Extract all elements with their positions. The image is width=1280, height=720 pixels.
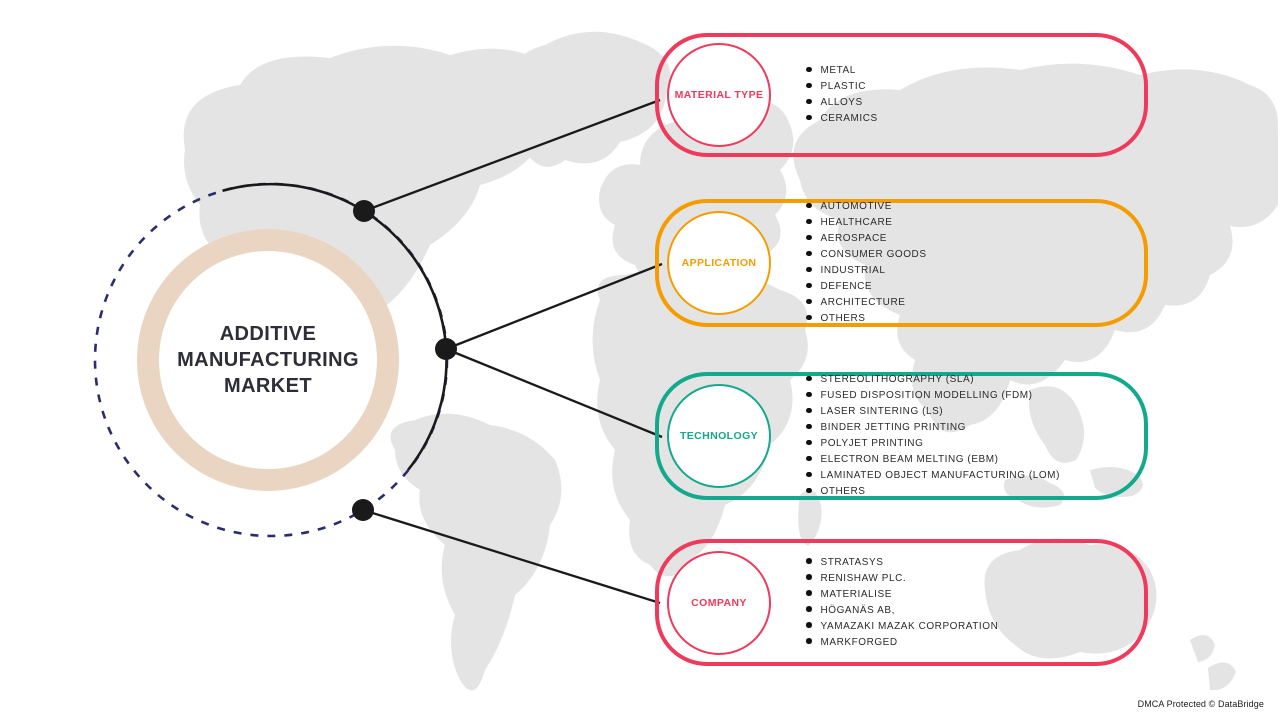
list-item: MATERIALISE	[806, 587, 998, 603]
category-box-technology	[655, 372, 1148, 500]
list-item: STRATASYS	[806, 555, 998, 571]
node-dot-top	[353, 200, 375, 222]
list-item: PLASTIC	[806, 79, 878, 95]
list-item: POLYJET PRINTING	[806, 436, 1060, 452]
category-circle-company	[667, 551, 771, 655]
dmca-protection-label: DMCA Protected © DataBridge	[1137, 699, 1264, 709]
list-item: DEFENCE	[806, 279, 927, 295]
list-item: YAMAZAKI MAZAK CORPORATION	[806, 619, 998, 635]
diagram-title-line: MARKET	[224, 375, 312, 397]
category-box-application	[655, 199, 1148, 327]
list-item: LAMINATED OBJECT MANUFACTURING (LOM)	[806, 468, 1060, 484]
list-item: OTHERS	[806, 484, 1060, 500]
category-circle-material-type	[667, 43, 771, 147]
list-item: MARKFORGED	[806, 635, 998, 651]
category-label: COMPANY	[691, 596, 747, 609]
list-item: AUTOMOTIVE	[806, 199, 927, 215]
list-item: OTHERS	[806, 311, 927, 327]
category-box-material-type	[655, 33, 1148, 157]
list-item: STEREOLITHOGRAPHY (SLA)	[806, 372, 1060, 388]
list-item: HÖGANÄS AB,	[806, 603, 998, 619]
list-item: AEROSPACE	[806, 231, 927, 247]
category-label: TECHNOLOGY	[679, 430, 759, 442]
category-circle-application	[667, 211, 771, 315]
list-item: RENISHAW PLC.	[806, 571, 998, 587]
list-item: INDUSTRIAL	[806, 263, 927, 279]
list-item: LASER SINTERING (LS)	[806, 404, 1060, 420]
list-item: ELECTRON BEAM MELTING (EBM)	[806, 452, 1060, 468]
list-item: BINDER JETTING PRINTING	[806, 420, 1060, 436]
list-item: METAL	[806, 63, 878, 79]
node-dot-bottom	[352, 499, 374, 521]
category-label: APPLICATION	[681, 257, 757, 269]
list-item: HEALTHCARE	[806, 215, 927, 231]
node-dot-middle	[435, 338, 457, 360]
list-item: FUSED DISPOSITION MODELLING (FDM)	[806, 388, 1060, 404]
diagram-title	[148, 321, 388, 399]
list-item: ALLOYS	[806, 95, 878, 111]
diagram-title-line: MANUFACTURING	[177, 349, 359, 371]
category-label: MATERIAL TYPE	[674, 89, 764, 101]
list-item: ARCHITECTURE	[806, 295, 927, 311]
list-item: CERAMICS	[806, 111, 878, 127]
category-circle-technology	[667, 384, 771, 488]
category-box-company	[655, 539, 1148, 666]
diagram-title-line: ADDITIVE	[219, 323, 317, 345]
list-item: CONSUMER GOODS	[806, 247, 927, 263]
